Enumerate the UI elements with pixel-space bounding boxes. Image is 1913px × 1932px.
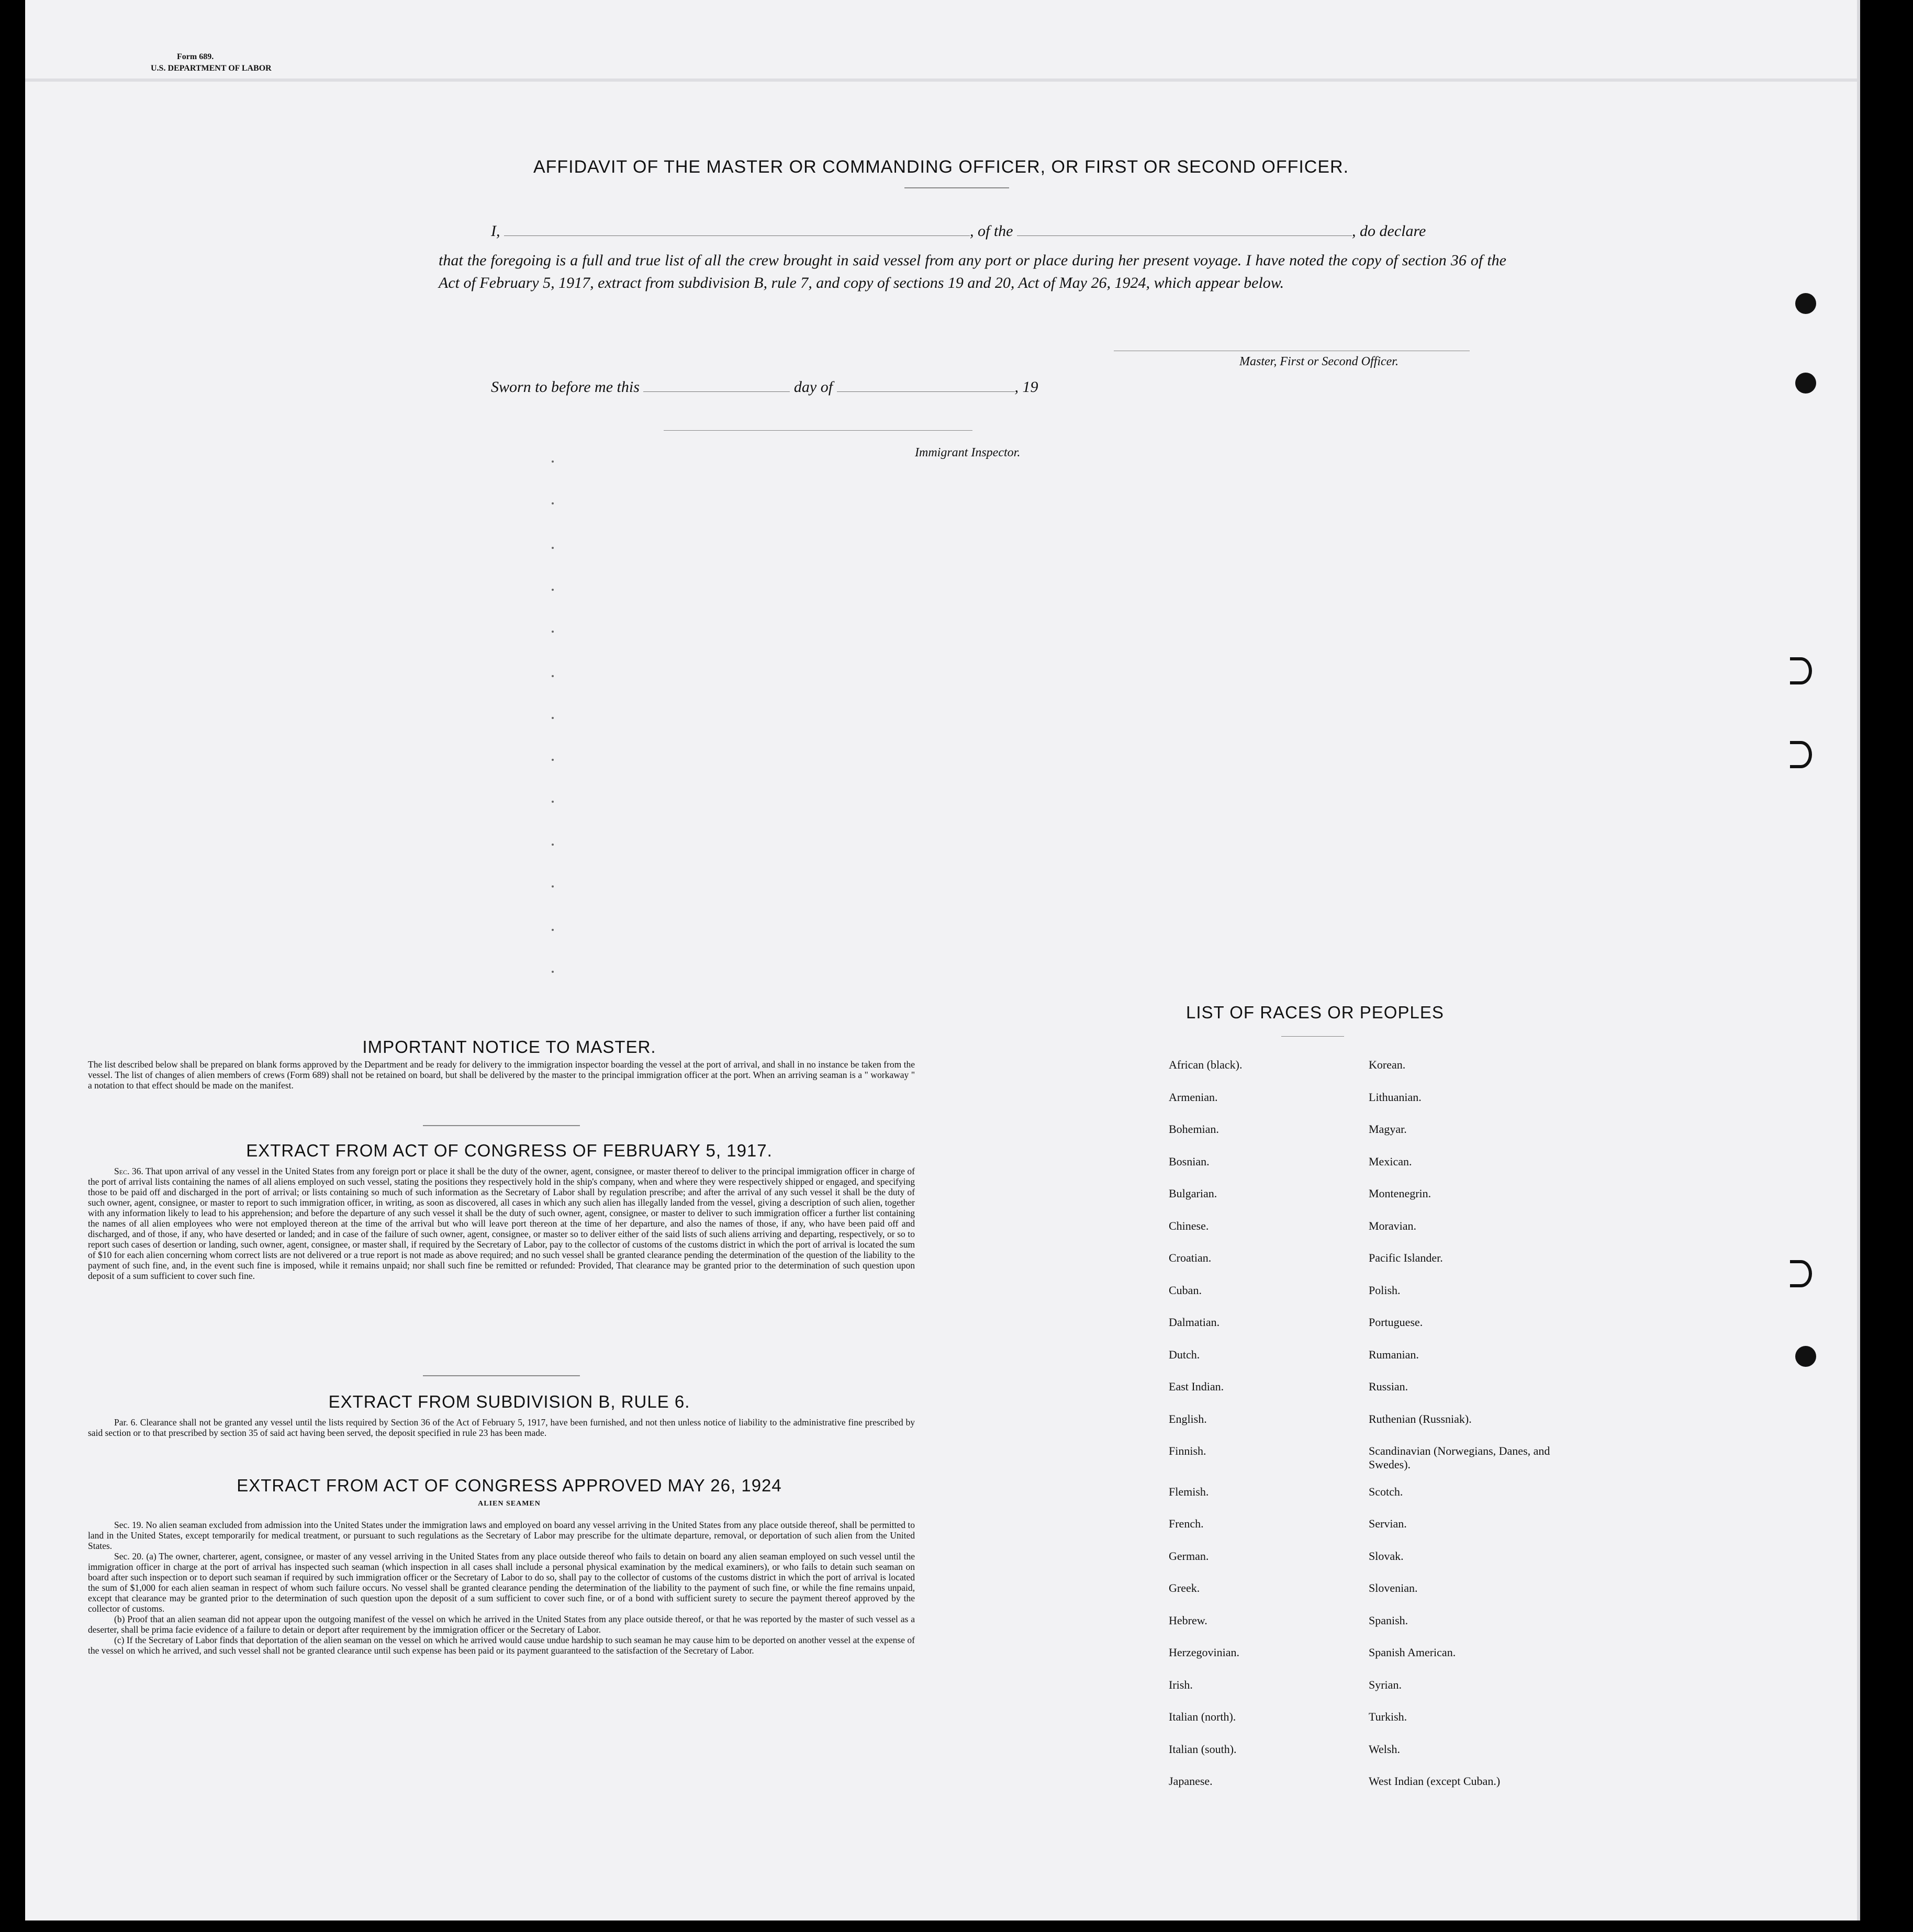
race-item: German.: [1169, 1549, 1209, 1563]
races-right-column: [1345, 0, 1575, 1884]
stray-dot: [552, 460, 554, 463]
section-20b-text: (b) Proof that an alien seaman did not appear upon the outgoing manifest of the vessel on which he arrived in the United States from any place outside thereof, or that he was reported by the master of such vessel as a deserter, shall be prima facie evidence of a failure to detain or deport after requirement by the immigration officer or the Secretary of Labor.: [88, 1614, 915, 1635]
race-item: Moravian.: [1369, 1219, 1417, 1232]
stray-dot: [552, 885, 554, 888]
section-divider: [423, 1375, 580, 1376]
race-item: Cuban.: [1169, 1283, 1202, 1297]
race-item: Finnish.: [1169, 1444, 1206, 1457]
race-item: Magyar.: [1369, 1122, 1407, 1136]
race-item: Korean.: [1369, 1058, 1406, 1071]
extract-1924-title: EXTRACT FROM ACT OF CONGRESS APPROVED MAY 26, 1924: [237, 1476, 782, 1495]
race-item: Dutch.: [1169, 1347, 1200, 1361]
binder-hole: [1795, 1346, 1816, 1367]
race-item: Hebrew.: [1169, 1613, 1207, 1627]
race-item: Slovak.: [1369, 1549, 1404, 1563]
stray-dot: [552, 675, 554, 677]
inspector-caption: Immigrant Inspector.: [915, 446, 1021, 459]
race-item: Armenian.: [1169, 1090, 1218, 1104]
day-blank: [643, 377, 790, 392]
race-item: French.: [1169, 1517, 1204, 1530]
section-divider: [423, 1125, 580, 1126]
race-item: Pacific Islander.: [1369, 1251, 1443, 1264]
race-item: Servian.: [1369, 1517, 1407, 1530]
inspector-signature-line: [664, 430, 972, 431]
binder-hole: [1790, 1260, 1812, 1287]
notice-text: The list described below shall be prepared on blank forms approved by the Department and be ready for delivery to the immigration inspector boarding the vessel at the port of arrival, and shall in no instance be taken from the vessel. The list of changes of alien members of crews (Form 689) shall not be retained on board, but shall be delivered by the master to the principal immigration officer at the port. When an arriving seaman is a " workaway " a notation to that effect should be made on the manifest.: [88, 1059, 915, 1091]
department-name: U.S. DEPARTMENT OF LABOR: [151, 64, 272, 73]
extract-1917-section: Sec. 36.: [114, 1166, 143, 1176]
race-item: Spanish.: [1369, 1613, 1408, 1627]
stray-dot: [552, 759, 554, 761]
extract-1924-subtitle: ALIEN SEAMEN: [478, 1500, 541, 1508]
race-item: Ruthenian (Russniak).: [1369, 1412, 1472, 1425]
race-item: Greek.: [1169, 1581, 1200, 1594]
form-header: [151, 51, 272, 74]
signature-caption: Master, First or Second Officer.: [1239, 355, 1399, 368]
extract-1917-title: EXTRACT FROM ACT OF CONGRESS OF FEBRUARY 5, 1917.: [246, 1141, 773, 1160]
race-item: Chinese.: [1169, 1219, 1209, 1232]
race-item: Lithuanian.: [1369, 1090, 1422, 1104]
race-item: Herzegovinian.: [1169, 1646, 1239, 1659]
document-page: [25, 0, 1860, 1920]
race-item: Italian (south).: [1169, 1742, 1237, 1756]
extract-1917-text: That upon arrival of any vessel in the United States from any foreign port or place it shall be the duty of the owner, agent, consignee, or master thereof to deliver to the principal immigration officer in charge of the port of arrival lists containing the names of all aliens employed on such vessel, stating the positions they respectively hold in the ship's company, when and where they were respectively shipped or engaged, and specifying those to be paid off and discharged in the port of arrival; or lists containing so much of such information as the Secretary of Labor shall by regulation prescribe; and after the arrival of any such vessel it shall be the duty of such owner, agent, consignee, or master to report to such immigration officer, in writing, as soon as discovered, all cases in which any such alien has illegally landed from the vessel, giving a description of such alien, together with any information likely to lead to his apprehension; and before the departure of any such vessel it shall be the duty of such owner, agent, consignee, or master to deliver to such immigration officer a further list containing the names of all alien employees who were not employed thereon at the time of the arrival but who will leave port thereon at the time of her departure, and also the names of those, if any, who have been paid off and discharged, and of those, if any, who have deserted or landed; and in case of the failure of such owner, agent, consignee, or master so to deliver either of the said lists of such aliens arriving and departing, respectively, or so to report such cases of desertion or landing, such owner, agent, consignee, or master shall, if required by the Secretary of Labor, pay to the collector of customs of the customs district in which the port of arrival is located the sum of $10 for each alien concerning whom correct lists are not delivered or a true report is not made as above required; and no such vessel shall be granted clearance pending the determination of the question of the liability to the payment of such fine, and, in the event such fine is imposed, while it remains unpaid; nor shall such fine be remitted or refunded: Provided, That clearance may be granted prior to the determination of such question upon deposit of a sum sufficient to cover such fine.: [88, 1166, 915, 1281]
race-item: Slovenian.: [1369, 1581, 1418, 1594]
title-divider: [904, 187, 1009, 188]
sworn-mid: day of: [793, 378, 833, 396]
race-item: Flemish.: [1169, 1485, 1209, 1498]
race-item: Welsh.: [1369, 1742, 1400, 1756]
form-number: Form 689.: [177, 52, 214, 61]
month-blank: [837, 377, 1015, 392]
race-item: Portuguese.: [1369, 1316, 1423, 1329]
race-item: Bulgarian.: [1169, 1187, 1217, 1200]
stray-dot: [552, 929, 554, 931]
race-item: English.: [1169, 1412, 1207, 1425]
sworn-prefix: Sworn to before me this: [491, 378, 640, 396]
race-item: Syrian.: [1369, 1678, 1402, 1691]
stray-dot: [552, 844, 554, 846]
races-title: LIST OF RACES OR PEOPLES: [1186, 1003, 1444, 1022]
race-item: Spanish American.: [1369, 1646, 1456, 1659]
extract-rule6-title: EXTRACT FROM SUBDIVISION B, RULE 6.: [328, 1392, 690, 1411]
name-blank: [504, 221, 970, 236]
declaration-prefix: I,: [491, 222, 500, 240]
race-item: Montenegrin.: [1369, 1187, 1431, 1200]
stray-dot: [552, 589, 554, 591]
declaration-suffix: , do declare: [1352, 222, 1426, 240]
affidavit-body: that the foregoing is a full and true list of all the crew brought in said vessel from any port or place during her present voyage. I have noted the copy of section 36 of the Act of February 5, 1917, extract from subdivision B, rule 7, and copy of sections 19 and 20, Act of May 26, 1924, which appear below.: [439, 252, 1506, 291]
race-item: Rumanian.: [1369, 1347, 1419, 1361]
stray-dot: [552, 502, 554, 504]
stray-dot: [552, 971, 554, 973]
race-item: Polish.: [1369, 1283, 1401, 1297]
stray-dot: [552, 717, 554, 719]
binder-hole: [1795, 373, 1816, 394]
sworn-line: [491, 376, 1171, 398]
race-item: African (black).: [1169, 1058, 1243, 1071]
stray-dot: [552, 631, 554, 633]
sworn-suffix: , 19: [1014, 378, 1038, 396]
affidavit-title: AFFIDAVIT OF THE MASTER OR COMMANDING OFFICER, OR FIRST OR SECOND OFFICER.: [533, 157, 1349, 177]
stray-dot: [552, 801, 554, 803]
binder-hole: [1795, 293, 1816, 314]
race-item: Russian.: [1369, 1380, 1408, 1393]
notice-title: IMPORTANT NOTICE TO MASTER.: [362, 1037, 656, 1057]
binder-hole: [1790, 657, 1812, 684]
races-left-column: [1145, 0, 1344, 1884]
stray-dot: [552, 547, 554, 549]
binder-hole: [1790, 741, 1812, 768]
race-item: Bohemian.: [1169, 1122, 1219, 1136]
race-item: East Indian.: [1169, 1380, 1224, 1393]
race-item: Scotch.: [1369, 1485, 1403, 1498]
extract-1924-body: [88, 1520, 915, 1656]
race-item: Dalmatian.: [1169, 1316, 1220, 1329]
race-item: Scandinavian (Norwegians, Danes, and Swedes).: [1369, 1444, 1550, 1471]
race-item: Irish.: [1169, 1678, 1193, 1691]
race-item: Bosnian.: [1169, 1154, 1210, 1168]
declaration-mid: , of the: [970, 222, 1013, 240]
race-item: Japanese.: [1169, 1774, 1213, 1788]
race-item: West Indian (except Cuban.): [1369, 1774, 1501, 1788]
race-item: Turkish.: [1369, 1710, 1407, 1723]
section-20a-text: Sec. 20. (a) The owner, charterer, agent, consignee, or master of any vessel arriving in the United States from any place outside thereof who fails to detain on board any alien seaman employed on such vessel until the immigration officer in charge at the port of arrival has inspected such seaman (which inspection in all cases shall include a personal physical examination by the medical examiners), or who fails to detain such seaman on board after such inspection or to deport such seaman if required by such immigration officer or the Secretary of Labor to do so, shall pay to the collector of customs of the customs district in which the port of arrival is located the sum of $1,000 for each alien seaman in respect of whom such failure occurs. No vessel shall be granted clearance pending the determination of the liability to the payment of such fine, or while the fine remains unpaid, except that clearance may be granted prior to the determination of such question upon the deposit of a sum sufficient to cover such fine, or of a bond with sufficient surety to secure the payment thereof approved by the collector of customs.: [88, 1551, 915, 1614]
extract-rule6-text: Par. 6. Clearance shall not be granted any vessel until the lists required by Section 36 of the Act of February 5, 1917, have been furnished, and not then unless notice of liability to the administrative fine prescribed by said section or to that prescribed by section 35 of said act having been served, the deposit specified in rule 23 has been made.: [88, 1417, 915, 1438]
race-item: Italian (north).: [1169, 1710, 1236, 1723]
section-20c-text: (c) If the Secretary of Labor finds that deportation of the alien seaman on the vessel on which he arrived would cause undue hardship to such seaman he may cause him to be deported on another vessel at the expense of the vessel on which he arrived, and such vessel shall not be granted clearance until such expense has been paid or its payment guaranteed to the satisfaction of the Secretary of Labor.: [88, 1635, 915, 1656]
race-item: Mexican.: [1369, 1154, 1412, 1168]
extract-1917-body: [88, 1166, 915, 1281]
section-19-text: Sec. 19. No alien seaman excluded from admission into the United States under the immigration laws and employed on board any vessel arriving in the United States from any place outside thereof, shall be permitted to land in the United States, except temporarily for medical treatment, or pursuant to such regulations as the Secretary of Labor may prescribe for the ultimate departure, removal, or deportation of such alien from the United States.: [88, 1520, 915, 1551]
race-item: Croatian.: [1169, 1251, 1212, 1264]
